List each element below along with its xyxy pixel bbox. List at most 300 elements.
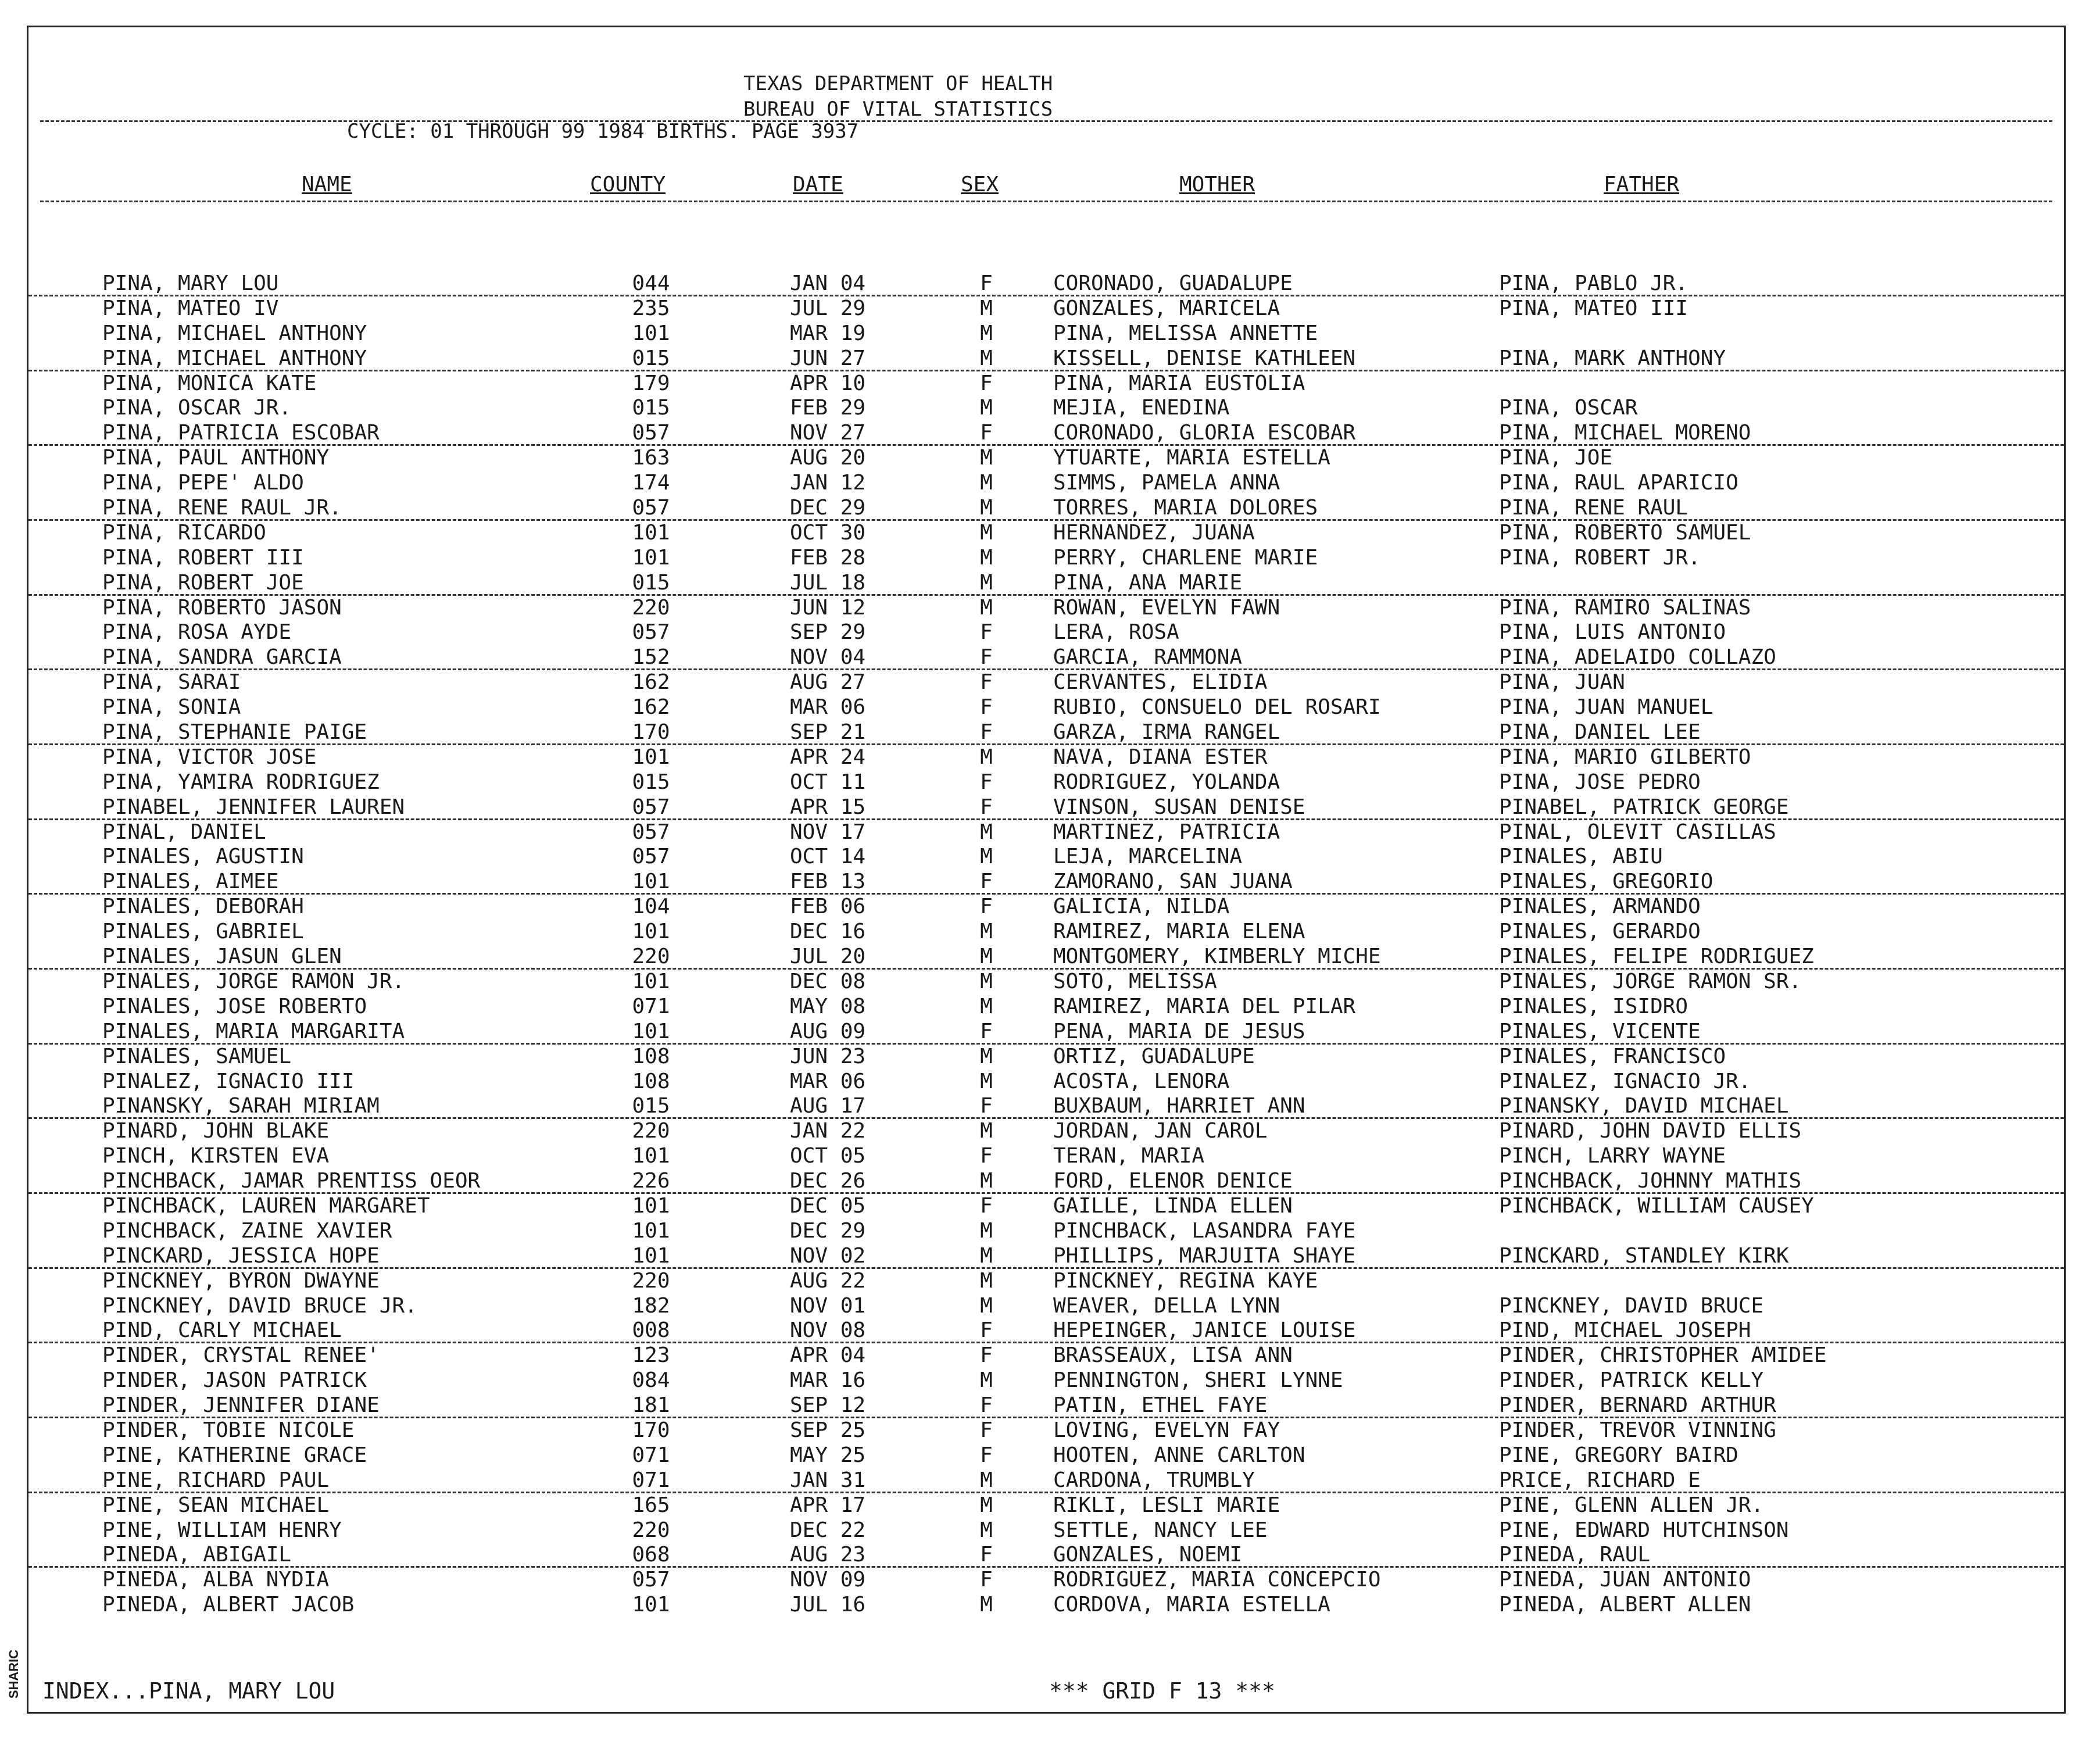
cell-mother: RODRIGUEZ, YOLANDA — [1053, 770, 1280, 794]
cell-county: 057 — [632, 845, 670, 869]
cell-mother: RIKLI, LESLI MARIE — [1053, 1493, 1280, 1517]
cell-county: 015 — [632, 770, 670, 794]
cell-date: MAR 16 — [790, 1368, 866, 1393]
cell-mother: PERRY, CHARLENE MARIE — [1053, 545, 1318, 570]
cell-mother: BUXBAUM, HARRIET ANN — [1053, 1094, 1305, 1118]
cell-name: PINA, SONIA — [102, 695, 241, 720]
cell-name: PINABEL, JENNIFER LAUREN — [102, 795, 405, 819]
cell-father: PINDER, CHRISTOPHER AMIDEE — [1499, 1343, 1827, 1368]
table-row — [28, 920, 2064, 945]
cell-date: DEC 08 — [790, 969, 866, 993]
cell-date: OCT 11 — [790, 770, 866, 794]
cell-name: PINE, KATHERINE GRACE — [102, 1443, 367, 1467]
cell-date: FEB 13 — [790, 870, 866, 894]
cell-mother: CERVANTES, ELIDIA — [1053, 670, 1268, 695]
cell-county: 071 — [632, 1443, 670, 1467]
cell-father: PINEDA, JUAN ANTONIO — [1499, 1568, 1751, 1592]
table-row — [28, 1568, 2064, 1593]
cell-name: PINA, MONICA KATE — [102, 371, 317, 395]
index-label: INDEX...PINA, MARY LOU — [42, 1678, 335, 1704]
cell-father: PINEDA, RAUL — [1499, 1543, 1651, 1567]
cell-sex: M — [980, 1468, 993, 1492]
cell-date: JUN 27 — [790, 346, 866, 370]
cell-date: MAR 06 — [790, 1069, 866, 1093]
cell-father: PINDER, PATRICK KELLY — [1499, 1368, 1764, 1393]
cell-date: OCT 30 — [790, 520, 866, 545]
table-row — [28, 620, 2064, 645]
cell-name: PINDER, TOBIE NICOLE — [102, 1418, 355, 1442]
cell-sex: F — [980, 1094, 993, 1118]
table-row — [28, 1468, 2064, 1493]
cell-date: OCT 14 — [790, 845, 866, 869]
cell-name: PINA, SARAI — [102, 670, 241, 695]
table-row — [28, 795, 2064, 820]
table-row — [28, 371, 2064, 396]
cell-county: 226 — [632, 1169, 670, 1193]
cell-father: PINALES, FELIPE RODRIGUEZ — [1499, 945, 1814, 969]
cycle-line: CYCLE: 01 THROUGH 99 1984 BIRTHS. PAGE 3937 — [347, 120, 859, 143]
cell-date: MAY 25 — [790, 1443, 866, 1467]
cell-sex: M — [980, 845, 993, 869]
table-row — [28, 1418, 2064, 1443]
cell-name: PINCKARD, JESSICA HOPE — [102, 1243, 380, 1268]
cell-name: PINALES, AGUSTIN — [102, 845, 304, 869]
cell-father: PINDER, BERNARD ARTHUR — [1499, 1393, 1776, 1418]
side-label: SHARIC — [6, 1649, 21, 1699]
cell-father: PINE, GLENN ALLEN JR. — [1499, 1493, 1764, 1517]
table-row — [28, 1269, 2064, 1294]
table-row — [28, 845, 2064, 870]
cell-county: 123 — [632, 1343, 670, 1368]
cell-mother: WEAVER, DELLA LYNN — [1053, 1293, 1280, 1318]
cell-mother: PENA, MARIA DE JESUS — [1053, 1019, 1305, 1043]
cell-county: 220 — [632, 945, 670, 969]
cell-mother: NAVA, DIANA ESTER — [1053, 745, 1268, 769]
cell-father: PINA, RAMIRO SALINAS — [1499, 595, 1751, 620]
cell-county: 108 — [632, 1044, 670, 1068]
cell-date: NOV 09 — [790, 1568, 866, 1592]
cell-sex: M — [980, 920, 993, 944]
table-row — [28, 271, 2064, 296]
cell-county: 179 — [632, 371, 670, 395]
cell-father: PINALES, GREGORIO — [1499, 870, 1713, 894]
cell-name: PINALES, DEBORAH — [102, 895, 304, 919]
cell-county: 101 — [632, 870, 670, 894]
cell-sex: F — [980, 1543, 993, 1567]
cell-sex: F — [980, 695, 993, 720]
table-row — [28, 720, 2064, 745]
cell-county: 162 — [632, 670, 670, 695]
cell-father: PINALES, ISIDRO — [1499, 994, 1688, 1018]
cell-father: PINCKNEY, DAVID BRUCE — [1499, 1293, 1764, 1318]
cell-county: 101 — [632, 1218, 670, 1243]
cell-date: FEB 06 — [790, 895, 866, 919]
cell-father: PRICE, RICHARD E — [1499, 1468, 1701, 1492]
cell-mother: GONZALES, NOEMI — [1053, 1543, 1243, 1567]
cell-sex: M — [980, 945, 993, 969]
cell-mother: SOTO, MELISSA — [1053, 969, 1217, 993]
cell-father: PINANSKY, DAVID MICHAEL — [1499, 1094, 1789, 1118]
cell-father: PINCH, LARRY WAYNE — [1499, 1144, 1726, 1168]
cell-name: PINA, PAUL ANTHONY — [102, 446, 330, 470]
cell-name: PINA, OSCAR JR. — [102, 396, 292, 420]
table-row — [28, 695, 2064, 720]
cell-date: FEB 29 — [790, 396, 866, 420]
cell-county: 015 — [632, 570, 670, 595]
cell-name: PINA, ROBERT JOE — [102, 570, 304, 595]
cell-county: 101 — [632, 321, 670, 345]
cell-date: JAN 04 — [790, 271, 866, 295]
cell-mother: RAMIREZ, MARIA DEL PILAR — [1053, 994, 1356, 1018]
cell-county: 101 — [632, 1019, 670, 1043]
cell-name: PINA, YAMIRA RODRIGUEZ — [102, 770, 380, 794]
cell-date: JUN 12 — [790, 595, 866, 620]
cell-county: 071 — [632, 1468, 670, 1492]
cell-mother: HOOTEN, ANNE CARLTON — [1053, 1443, 1305, 1467]
cell-sex: F — [980, 1393, 993, 1418]
table-row — [28, 670, 2064, 695]
cell-sex: M — [980, 1169, 993, 1193]
cell-sex: F — [980, 1019, 993, 1043]
cell-name: PINCKNEY, BYRON DWAYNE — [102, 1268, 380, 1293]
cell-father: PINA, JUAN MANUEL — [1499, 695, 1713, 720]
cell-mother: ORTIZ, GUADALUPE — [1053, 1044, 1255, 1068]
cell-mother: HERNANDEZ, JUANA — [1053, 520, 1255, 545]
cell-mother: CARDONA, TRUMBLY — [1053, 1468, 1255, 1492]
cell-county: 101 — [632, 920, 670, 944]
table-row — [28, 471, 2064, 496]
cell-county: 181 — [632, 1393, 670, 1418]
cell-mother: VINSON, SUSAN DENISE — [1053, 795, 1305, 819]
cell-sex: F — [980, 895, 993, 919]
cell-name: PINALEZ, IGNACIO III — [102, 1069, 355, 1093]
cell-father: PINARD, JOHN DAVID ELLIS — [1499, 1119, 1802, 1143]
table-row — [28, 1070, 2064, 1095]
cell-mother: LEJA, MARCELINA — [1053, 845, 1243, 869]
cell-date: MAY 08 — [790, 994, 866, 1018]
cell-name: PINALES, GABRIEL — [102, 920, 304, 944]
ledger-page — [27, 26, 2066, 1714]
cell-sex: M — [980, 1593, 993, 1617]
cell-date: SEP 12 — [790, 1393, 866, 1418]
cell-date: JUL 20 — [790, 945, 866, 969]
cell-date: APR 24 — [790, 745, 866, 769]
cell-county: 101 — [632, 969, 670, 993]
cell-father: PINA, DANIEL LEE — [1499, 720, 1701, 745]
cell-county: 068 — [632, 1543, 670, 1567]
cell-sex: M — [980, 745, 993, 769]
cell-county: 101 — [632, 1193, 670, 1218]
table-row — [28, 346, 2064, 371]
cell-name: PINA, ROBERTO JASON — [102, 595, 342, 620]
table-row — [28, 945, 2064, 970]
cell-father: PINEDA, ALBERT ALLEN — [1499, 1593, 1751, 1617]
cell-county: 015 — [632, 1094, 670, 1118]
cell-father: PINA, MARK ANTHONY — [1499, 346, 1726, 370]
table-row — [28, 496, 2064, 521]
table-row — [28, 820, 2064, 845]
cell-name: PINA, RENE RAUL JR. — [102, 496, 342, 520]
cell-name: PINE, WILLIAM HENRY — [102, 1518, 342, 1542]
cell-county: 057 — [632, 795, 670, 819]
cell-county: 057 — [632, 496, 670, 520]
cell-name: PINA, SANDRA GARCIA — [102, 645, 342, 670]
table-row — [28, 571, 2064, 596]
cell-county: 057 — [632, 620, 670, 645]
cell-mother: GONZALES, MARICELA — [1053, 296, 1280, 320]
cell-county: 170 — [632, 1418, 670, 1442]
cell-date: MAR 06 — [790, 695, 866, 720]
cell-date: JAN 12 — [790, 471, 866, 495]
cell-date: NOV 17 — [790, 820, 866, 844]
cell-date: NOV 08 — [790, 1318, 866, 1343]
header-rule-bottom — [40, 201, 2052, 202]
cell-mother: MEJIA, ENEDINA — [1053, 396, 1230, 420]
cell-father: PIND, MICHAEL JOSEPH — [1499, 1318, 1751, 1343]
cell-mother: LERA, ROSA — [1053, 620, 1179, 645]
cell-date: DEC 29 — [790, 1218, 866, 1243]
cell-sex: F — [980, 1343, 993, 1368]
table-row — [28, 1593, 2064, 1618]
cell-name: PINEDA, ALBERT JACOB — [102, 1593, 355, 1617]
table-row — [28, 770, 2064, 795]
cell-date: JUL 16 — [790, 1593, 866, 1617]
cell-mother: SIMMS, PAMELA ANNA — [1053, 471, 1280, 495]
cell-name: PINDER, JASON PATRICK — [102, 1368, 367, 1393]
table-row — [28, 895, 2064, 920]
cell-father: PINALES, GERARDO — [1499, 920, 1701, 944]
cell-sex: M — [980, 396, 993, 420]
table-row — [28, 970, 2064, 995]
table-row — [28, 1244, 2064, 1269]
cell-sex: M — [980, 570, 993, 595]
table-row — [28, 1543, 2064, 1568]
cell-mother: ROWAN, EVELYN FAWN — [1053, 595, 1280, 620]
cell-county: 044 — [632, 271, 670, 295]
cell-county: 101 — [632, 1144, 670, 1168]
cell-father: PINALEZ, IGNACIO JR. — [1499, 1069, 1751, 1093]
cell-sex: M — [980, 1218, 993, 1243]
cell-name: PINCHBACK, LAUREN MARGARET — [102, 1193, 430, 1218]
cell-name: PINA, VICTOR JOSE — [102, 745, 317, 769]
cell-name: PINDER, JENNIFER DIANE — [102, 1393, 380, 1418]
cell-name: PINCKNEY, DAVID BRUCE JR. — [102, 1293, 417, 1318]
cell-county: 084 — [632, 1368, 670, 1393]
cell-name: PINA, MICHAEL ANTHONY — [102, 321, 367, 345]
cell-county: 101 — [632, 745, 670, 769]
cell-county: 170 — [632, 720, 670, 745]
cell-county: 101 — [632, 545, 670, 570]
cell-mother: PINA, MARIA EUSTOLIA — [1053, 371, 1305, 395]
cell-name: PINALES, JOSE ROBERTO — [102, 994, 367, 1018]
cell-name: PINA, MARY LOU — [102, 271, 279, 295]
cell-name: PINCHBACK, ZAINE XAVIER — [102, 1218, 392, 1243]
cell-name: PINCH, KIRSTEN EVA — [102, 1144, 330, 1168]
cell-date: AUG 22 — [790, 1268, 866, 1293]
table-row — [28, 396, 2064, 421]
grid-label: *** GRID F 13 *** — [1049, 1678, 1275, 1704]
cell-sex: F — [980, 271, 993, 295]
cell-mother: JORDAN, JAN CAROL — [1053, 1119, 1268, 1143]
cell-sex: M — [980, 1368, 993, 1393]
cell-sex: M — [980, 1493, 993, 1517]
cell-name: PINALES, SAMUEL — [102, 1044, 292, 1068]
cell-mother: ACOSTA, LENORA — [1053, 1069, 1230, 1093]
cell-sex: M — [980, 545, 993, 570]
cell-mother: TORRES, MARIA DOLORES — [1053, 496, 1318, 520]
cell-sex: M — [980, 1243, 993, 1268]
column-header-mother: MOTHER — [1179, 173, 1255, 196]
table-row — [28, 421, 2064, 446]
table-row — [28, 745, 2064, 770]
cell-father: PINAL, OLEVIT CASILLAS — [1499, 820, 1776, 844]
cell-date: APR 15 — [790, 795, 866, 819]
cell-county: 008 — [632, 1318, 670, 1343]
cell-date: JUN 23 — [790, 1044, 866, 1068]
cell-sex: M — [980, 1518, 993, 1542]
cell-mother: PINA, ANA MARIE — [1053, 570, 1243, 595]
cell-father: PINA, MARIO GILBERTO — [1499, 745, 1751, 769]
cell-county: 182 — [632, 1293, 670, 1318]
table-row — [28, 1318, 2064, 1343]
cell-county: 220 — [632, 1518, 670, 1542]
cell-father: PINDER, TREVOR VINNING — [1499, 1418, 1776, 1442]
cell-father: PINA, ROBERTO SAMUEL — [1499, 520, 1751, 545]
cell-county: 057 — [632, 820, 670, 844]
cell-father: PINE, GREGORY BAIRD — [1499, 1443, 1738, 1467]
column-header-county: COUNTY — [590, 173, 666, 196]
cell-mother: FORD, ELENOR DENICE — [1053, 1169, 1293, 1193]
cell-county: 220 — [632, 595, 670, 620]
cell-date: NOV 04 — [790, 645, 866, 670]
cell-sex: M — [980, 1293, 993, 1318]
cell-mother: GARCIA, RAMMONA — [1053, 645, 1243, 670]
cell-county: 015 — [632, 346, 670, 370]
cell-name: PINA, PEPE' ALDO — [102, 471, 304, 495]
cell-name: PINEDA, ABIGAIL — [102, 1543, 292, 1567]
cell-father: PINA, ADELAIDO COLLAZO — [1499, 645, 1776, 670]
cell-father: PINE, EDWARD HUTCHINSON — [1499, 1518, 1789, 1542]
cell-name: PINA, STEPHANIE PAIGE — [102, 720, 367, 745]
cell-sex: M — [980, 1044, 993, 1068]
cell-sex: M — [980, 994, 993, 1018]
table-row — [28, 1094, 2064, 1119]
column-header-sex: SEX — [961, 173, 999, 196]
cell-sex: M — [980, 496, 993, 520]
cell-mother: YTUARTE, MARIA ESTELLA — [1053, 446, 1330, 470]
cell-name: PINALES, JASUN GLEN — [102, 945, 342, 969]
table-row — [28, 321, 2064, 346]
cell-date: APR 10 — [790, 371, 866, 395]
cell-mother: GALICIA, NILDA — [1053, 895, 1230, 919]
cell-mother: GARZA, IRMA RANGEL — [1053, 720, 1280, 745]
cell-sex: F — [980, 1144, 993, 1168]
cell-name: PINALES, JORGE RAMON JR. — [102, 969, 405, 993]
cell-mother: HEPEINGER, JANICE LOUISE — [1053, 1318, 1356, 1343]
cell-county: 108 — [632, 1069, 670, 1093]
cell-date: DEC 22 — [790, 1518, 866, 1542]
cell-county: 071 — [632, 994, 670, 1018]
cell-name: PINARD, JOHN BLAKE — [102, 1119, 330, 1143]
header-rule-top — [40, 120, 2052, 122]
cell-date: AUG 09 — [790, 1019, 866, 1043]
cell-sex: F — [980, 795, 993, 819]
cell-sex: F — [980, 770, 993, 794]
cell-date: APR 04 — [790, 1343, 866, 1368]
cell-name: PINALES, MARIA MARGARITA — [102, 1019, 405, 1043]
cell-name: PINAL, DANIEL — [102, 820, 266, 844]
cell-sex: M — [980, 346, 993, 370]
cell-mother: CORDOVA, MARIA ESTELLA — [1053, 1593, 1330, 1617]
cell-sex: M — [980, 446, 993, 470]
cell-date: AUG 27 — [790, 670, 866, 695]
cell-name: PINDER, CRYSTAL RENEE' — [102, 1343, 380, 1368]
cell-father: PINA, RAUL APARICIO — [1499, 471, 1738, 495]
table-row — [28, 1194, 2064, 1219]
cell-date: SEP 21 — [790, 720, 866, 745]
cell-mother: CORONADO, GLORIA ESCOBAR — [1053, 421, 1356, 445]
cell-mother: RAMIREZ, MARIA ELENA — [1053, 920, 1305, 944]
cell-mother: RUBIO, CONSUELO DEL ROSARI — [1053, 695, 1381, 720]
cell-name: PINEDA, ALBA NYDIA — [102, 1568, 330, 1592]
cell-father: PINALES, ABIU — [1499, 845, 1663, 869]
cell-mother: TERAN, MARIA — [1053, 1144, 1205, 1168]
cell-father: PINA, LUIS ANTONIO — [1499, 620, 1726, 645]
cell-sex: F — [980, 1193, 993, 1218]
cell-date: JUL 29 — [790, 296, 866, 320]
cell-date: DEC 26 — [790, 1169, 866, 1193]
cell-father: PINA, MATEO III — [1499, 296, 1688, 320]
table-row — [28, 1219, 2064, 1244]
cell-date: DEC 16 — [790, 920, 866, 944]
cell-county: 015 — [632, 396, 670, 420]
cell-sex: M — [980, 969, 993, 993]
cell-father: PINALES, ARMANDO — [1499, 895, 1701, 919]
cell-county: 162 — [632, 695, 670, 720]
cell-date: DEC 29 — [790, 496, 866, 520]
cell-county: 220 — [632, 1268, 670, 1293]
cell-mother: PINA, MELISSA ANNETTE — [1053, 321, 1318, 345]
cell-date: JAN 22 — [790, 1119, 866, 1143]
table-row — [28, 1368, 2064, 1393]
cell-sex: F — [980, 870, 993, 894]
cell-father: PINA, MICHAEL MORENO — [1499, 421, 1751, 445]
cell-date: AUG 17 — [790, 1094, 866, 1118]
cell-date: NOV 27 — [790, 421, 866, 445]
cell-father: PINABEL, PATRICK GEORGE — [1499, 795, 1789, 819]
cell-mother: BRASSEAUX, LISA ANN — [1053, 1343, 1293, 1368]
cell-sex: F — [980, 670, 993, 695]
cell-date: JAN 31 — [790, 1468, 866, 1492]
table-row — [28, 1343, 2064, 1368]
cell-sex: F — [980, 1318, 993, 1343]
cell-county: 101 — [632, 1593, 670, 1617]
cell-father: PINA, ROBERT JR. — [1499, 545, 1701, 570]
cell-sex: M — [980, 321, 993, 345]
cell-sex: M — [980, 520, 993, 545]
cell-name: PINA, MATEO IV — [102, 296, 279, 320]
table-row — [28, 1169, 2064, 1194]
cell-sex: M — [980, 1268, 993, 1293]
cell-date: SEP 25 — [790, 1418, 866, 1442]
cell-date: APR 17 — [790, 1493, 866, 1517]
cell-mother: MARTINEZ, PATRICIA — [1053, 820, 1280, 844]
cell-mother: SETTLE, NANCY LEE — [1053, 1518, 1268, 1542]
cell-sex: M — [980, 595, 993, 620]
table-row — [28, 870, 2064, 895]
table-row — [28, 521, 2064, 546]
table-row — [28, 1518, 2064, 1543]
